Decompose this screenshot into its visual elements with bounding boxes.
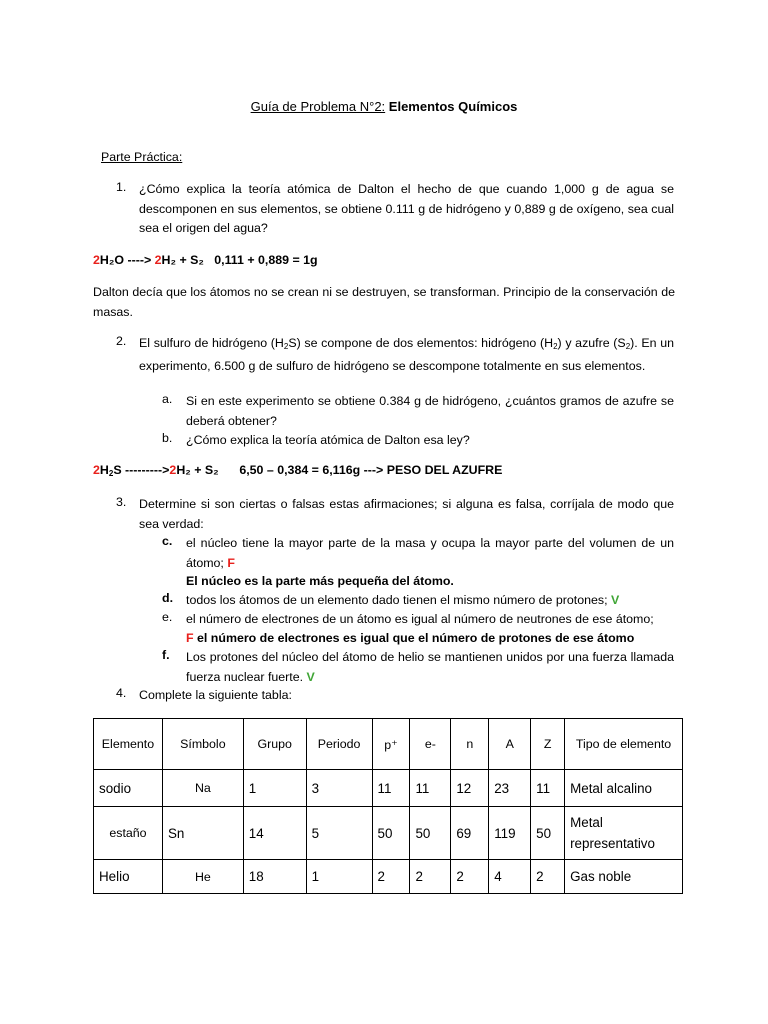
cell-atomic-number: 2: [531, 860, 565, 894]
cell-type: Gas noble: [565, 860, 683, 894]
q3d-text: todos los átomos de un elemento dado tienen el mismo número de protones; V: [186, 593, 620, 607]
page-title: [0, 99, 768, 114]
cell-mass-number: 4: [489, 860, 531, 894]
header-electrons: e-: [410, 719, 451, 770]
cell-period: 3: [306, 770, 372, 807]
q3c-letter: c.: [162, 534, 173, 548]
q3e-text: el número de electrones de un átomo es igual al número de neutrones de ese átomo;: [186, 612, 654, 626]
header-periodo: Periodo: [306, 719, 372, 770]
cell-type: Metal alcalino: [565, 770, 683, 807]
cell-electrons: 2: [410, 860, 451, 894]
header-atomic-number: Z: [531, 719, 565, 770]
cell-group: 18: [243, 860, 306, 894]
header-simbolo: Símbolo: [162, 719, 243, 770]
cell-atomic-number: 50: [531, 807, 565, 860]
cell-protons: 11: [372, 770, 410, 807]
cell-symbol: Sn: [162, 807, 243, 860]
header-protons: p⁺: [372, 719, 410, 770]
section-heading: Parte Práctica:: [101, 150, 183, 164]
table-row: [94, 807, 683, 860]
cell-electrons: 11: [410, 770, 451, 807]
cell-symbol: Na: [162, 770, 243, 807]
cell-period: 5: [306, 807, 372, 860]
cell-protons: 2: [372, 860, 410, 894]
cell-type: Metal representativo: [565, 807, 683, 860]
q2b-text: ¿Cómo explica la teoría atómica de Dalton esa ley?: [186, 433, 470, 447]
cell-mass-number: 119: [489, 807, 531, 860]
q3d-letter: d.: [162, 591, 174, 605]
cell-neutrons: 69: [451, 807, 489, 860]
q1-text: ¿Cómo explica la teoría atómica de Dalton el hecho de que cuando 1,000 g de agua se descomponen en sus elementos, se obtiene 0.111 g de hidrógeno y 0,889 g de oxígeno, sea cual sea el origen del agua?: [139, 182, 674, 235]
q4-text: Complete la siguiente tabla:: [139, 688, 292, 702]
q3-number: 3.: [116, 495, 127, 509]
q3e-letter: e.: [162, 610, 173, 624]
q2a-letter: a.: [162, 392, 173, 406]
cell-element: sodio: [94, 770, 163, 807]
header-neutrons: n: [451, 719, 489, 770]
q2b-letter: b.: [162, 431, 173, 445]
q2-number: 2.: [116, 334, 127, 348]
q3f-letter: f.: [162, 648, 170, 662]
table-header-row: [94, 719, 683, 770]
q4-number: 4.: [116, 686, 127, 700]
header-elemento: Elemento: [94, 719, 163, 770]
q3c-correction: El núcleo es la parte más pequeña del átomo.: [186, 574, 454, 588]
q3e-correction: F el número de electrones es igual que el número de protones de ese átomo: [186, 631, 635, 645]
q3-text: Determine si son ciertas o falsas estas afirmaciones; si alguna es falsa, corríjala de modo que sea verdad:: [139, 497, 674, 531]
table-row: [94, 770, 683, 807]
elements-table: [93, 718, 683, 894]
cell-neutrons: 2: [451, 860, 489, 894]
cell-element: estaño: [94, 807, 163, 860]
table-row: [94, 860, 683, 894]
cell-electrons: 50: [410, 807, 451, 860]
cell-neutrons: 12: [451, 770, 489, 807]
cell-mass-number: 23: [489, 770, 531, 807]
header-mass-number: A: [489, 719, 531, 770]
cell-group: 14: [243, 807, 306, 860]
q1-number: 1.: [116, 180, 127, 194]
title-main: Elementos Químicos: [388, 99, 518, 114]
q2-equation: $2H_2S$ --------->2H₂ + S₂ 6,50 – 0,384 = 6,116g ---> PESO DEL AZUFRE: [93, 463, 503, 478]
cell-period: 1: [306, 860, 372, 894]
q3f-text: Los protones del núcleo del átomo de helio se mantienen unidos por una fuerza llamada fuerza nuclear fuerte. V: [186, 650, 674, 684]
q2a-text: Si en este experimento se obtiene 0.384 g de hidrógeno, ¿cuántos gramos de azufre se deberá obtener?: [186, 394, 674, 428]
header-tipo: Tipo de elemento: [565, 719, 683, 770]
q2-text: El sulfuro de hidrógeno $(H_2S)$ se compone de dos elementos: hidrógeno $(H_2)$ y azufre $(S_2)$. En un experimento, 6.500 g de sulfuro de hidrógeno se descompone totalmente en sus elementos.: [139, 336, 674, 373]
cell-atomic-number: 11: [531, 770, 565, 807]
q1-equation: 2H₂O ----> 2H₂ + S₂ 0,111 + 0,889 = 1g: [93, 253, 318, 267]
header-grupo: Grupo: [243, 719, 306, 770]
cell-element: Helio: [94, 860, 163, 894]
cell-symbol: He: [162, 860, 243, 894]
cell-protons: 50: [372, 807, 410, 860]
cell-group: 1: [243, 770, 306, 807]
title-prefix: Guía de Problema N°2:: [250, 99, 386, 114]
q3c-text: el núcleo tiene la mayor parte de la masa y ocupa la mayor parte del volumen de un átomo; F: [186, 536, 674, 570]
q1-answer: Dalton decía que los átomos no se crean ni se destruyen, se transforman. Principio de la conservación de masas.: [93, 285, 675, 319]
